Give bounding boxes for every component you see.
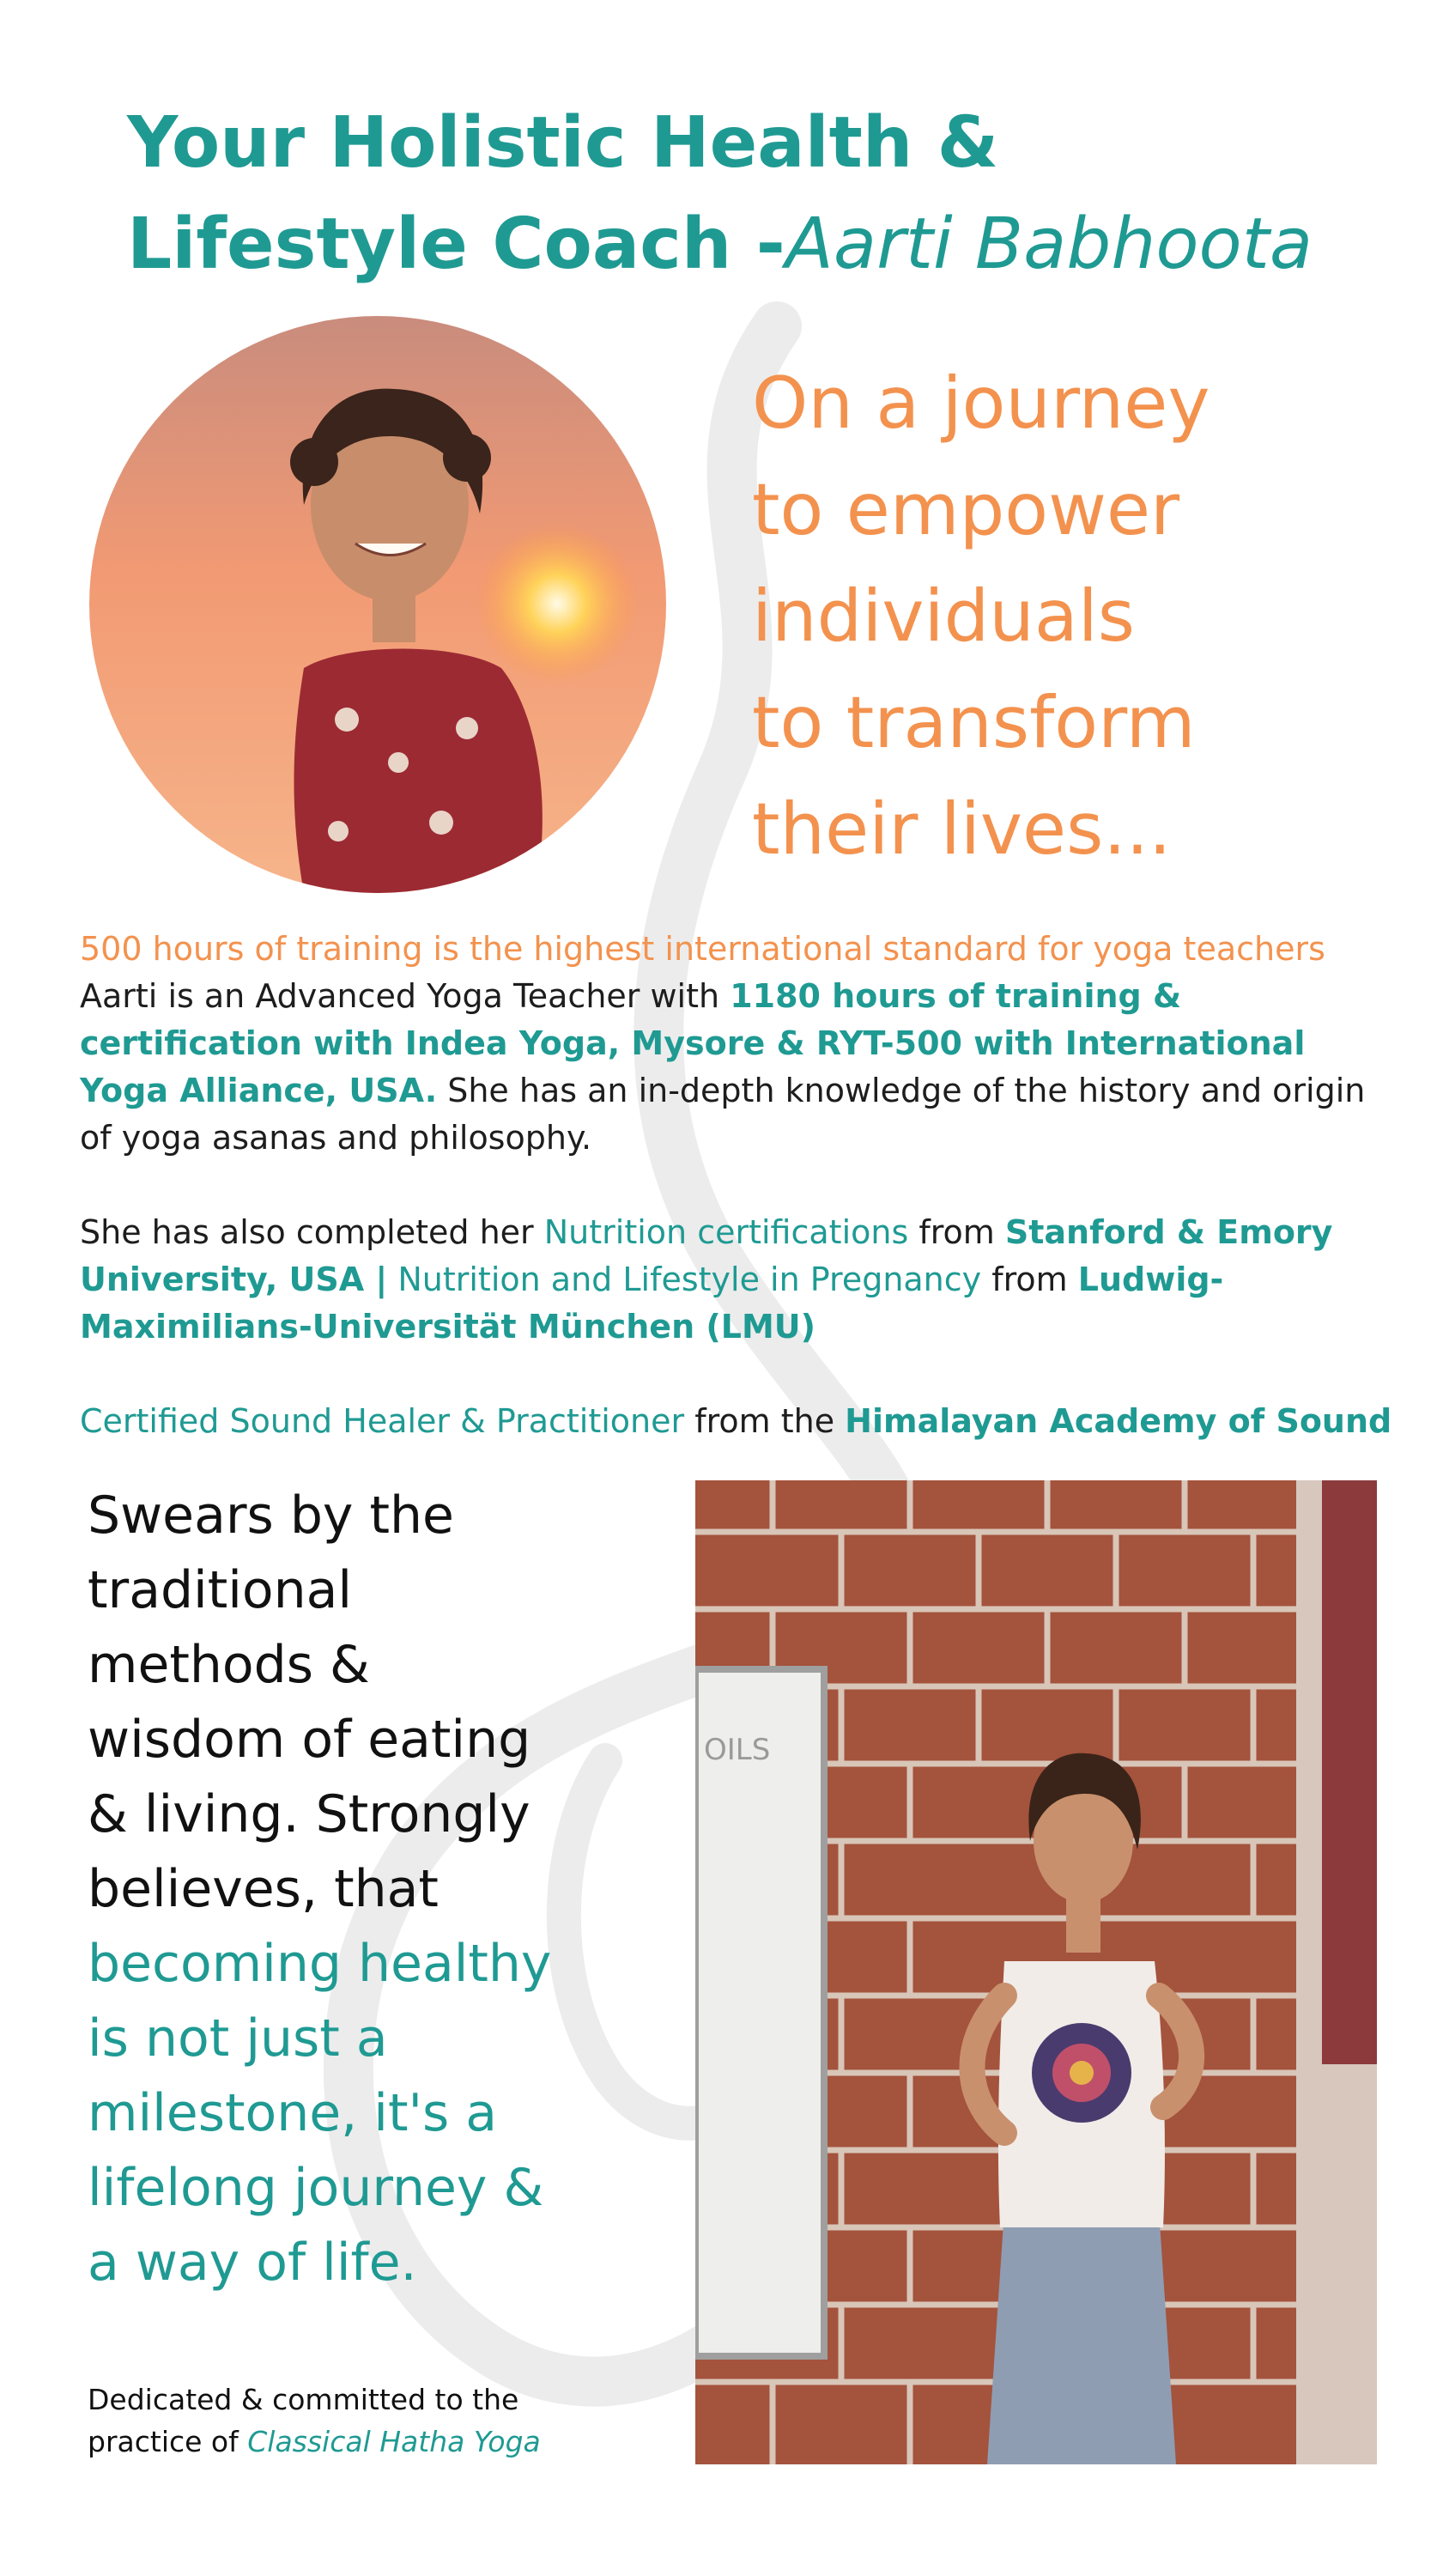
belief-highlight-line: lifelong journey & xyxy=(88,2158,544,2218)
sound-from: from the xyxy=(684,1402,846,1440)
belief-line: & living. Strongly xyxy=(88,1784,530,1844)
coach-name: Aarti Babhoota xyxy=(785,204,1313,285)
belief-highlight-line: becoming healthy xyxy=(88,1934,552,1994)
lmu-name: Ludwig-Maximilians-Universität München (LMU) xyxy=(80,1261,1224,1346)
course-from: from xyxy=(981,1261,1078,1298)
tagline-line: to empower xyxy=(752,468,1180,551)
dedication-note xyxy=(88,2379,637,2463)
dedication-text: Dedicated & committed to the practice of xyxy=(88,2383,519,2458)
belief-line: methods & xyxy=(88,1635,370,1695)
tagline xyxy=(752,350,1353,883)
bio-paragraph-nutrition xyxy=(80,1209,1402,1351)
bio-knowledge: She has an in-depth knowledge of the history and origin of yoga asanas and philosophy. xyxy=(80,1072,1366,1157)
belief-line: believes, that xyxy=(88,1859,439,1919)
bio-intro: Aarti is an Advanced Yoga Teacher with xyxy=(80,977,731,1015)
belief-statement xyxy=(88,1479,637,2300)
bio-section xyxy=(80,926,1402,1445)
sound-academy: Himalayan Academy of Sound xyxy=(845,1402,1392,1440)
belief-highlight-line: a way of life. xyxy=(88,2233,417,2293)
nutrition-from: from xyxy=(908,1213,1005,1251)
teaching-photo xyxy=(695,1480,1377,2464)
title-main: Your Holistic Health & Lifestyle Coach - xyxy=(127,102,999,285)
bio-paragraph-training xyxy=(80,973,1402,1162)
training-note: 500 hours of training is the highest international standard for yoga teachers xyxy=(80,930,1325,968)
yoga-style: Classical Hatha Yoga xyxy=(247,2425,541,2458)
belief-line: Swears by the xyxy=(88,1485,454,1546)
nutrition-intro: She has also completed her xyxy=(80,1213,544,1251)
board-text: OILS xyxy=(704,1733,771,1767)
page-title xyxy=(127,93,1346,295)
sound-healer-cert: Certified Sound Healer & Practitioner xyxy=(80,1402,685,1440)
belief-highlight-line: is not just a xyxy=(88,2008,388,2069)
belief-line: wisdom of eating xyxy=(88,1710,531,1770)
tagline-line: On a journey xyxy=(752,361,1210,445)
belief-highlight-line: milestone, it's a xyxy=(88,2083,498,2143)
university-name: Stanford & Emory University, USA | xyxy=(80,1213,1333,1298)
bio-paragraph-sound xyxy=(80,1398,1402,1445)
training-highlight: 1180 hours of training & certification with Indea Yoga, Mysore & RYT-500 with International Yoga Alliance, USA. xyxy=(80,977,1306,1109)
portrait-photo xyxy=(89,316,666,893)
nutrition-cert: Nutrition certifications xyxy=(543,1213,909,1251)
belief-line: traditional xyxy=(88,1560,353,1620)
tagline-line: individuals xyxy=(752,574,1136,658)
tagline-line: their lives... xyxy=(752,787,1172,871)
tagline-line: to transform xyxy=(752,681,1196,764)
pregnancy-course: Nutrition and Lifestyle in Pregnancy xyxy=(387,1261,982,1298)
